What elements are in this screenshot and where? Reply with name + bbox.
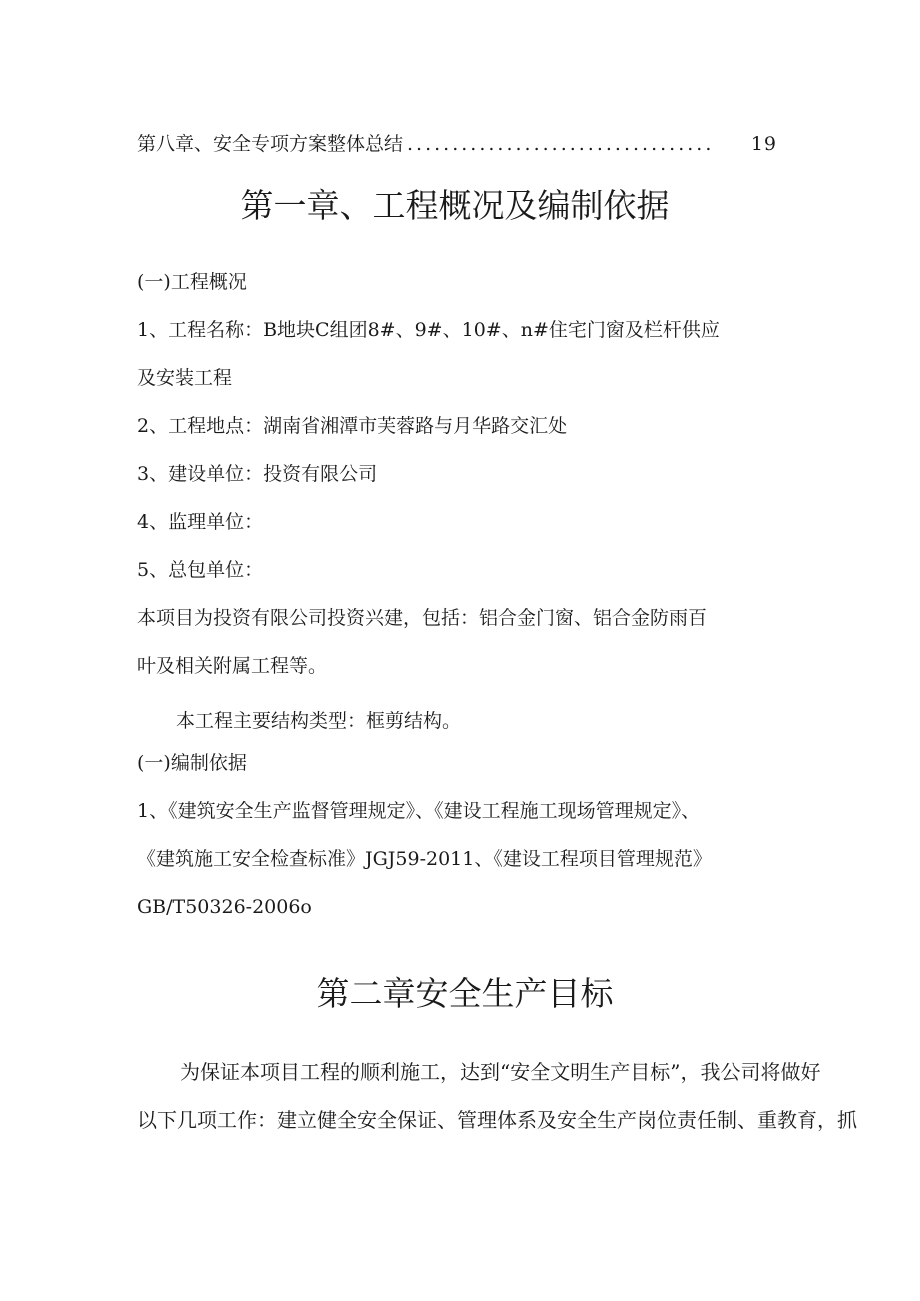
section-heading-overview: (一)工程概况 — [137, 271, 247, 293]
project-location: 2、工程地点：湖南省湘潭市芙蓉路与月华路交汇处 — [137, 415, 568, 437]
toc-page-number: 19 — [750, 133, 777, 155]
toc-entry-label: 第八章、安全专项方案整体总结 — [137, 133, 404, 155]
general-contractor: 5、总包单位： — [137, 559, 264, 581]
toc-entry — [137, 132, 777, 156]
construction-unit: 3、建设单位：投资有限公司 — [137, 463, 378, 485]
section-heading-basis: (一)编制依据 — [137, 752, 247, 774]
project-description-line2: 叶及相关附属工程等。 — [137, 655, 328, 677]
project-description-line1: 本项目为投资有限公司投资兴建，包括：铝合金门窗、铝合金防雨百 — [137, 607, 708, 629]
project-name-line2: 及安装工程 — [137, 367, 233, 389]
goal-paragraph-line2: 以下几项工作：建立健全安全保证、管理体系及安全生产岗位责任制、重教育，抓 — [137, 1108, 857, 1132]
chapter2-title: 第二章安全生产目标 — [316, 974, 614, 1013]
chapter1-title: 第一章、工程概况及编制依据 — [240, 186, 670, 225]
structure-type: 本工程主要结构类型：框剪结构。 — [176, 710, 462, 732]
basis-line1: 1、《建筑安全生产监督管理规定》、《建设工程施工现场管理规定》、 — [137, 800, 701, 822]
supervision-unit: 4、监理单位： — [137, 511, 264, 533]
basis-line3: GB/T50326-2006o — [137, 896, 312, 918]
project-name-line1: 1、工程名称：B地块C组团8#、9#、10#、n#住宅门窗及栏杆供应 — [137, 319, 720, 341]
toc-leader-dots: .................................. — [407, 133, 715, 155]
goal-paragraph-line1: 为保证本项目工程的顺利施工，达到“安全文明生产目标”，我公司将做好 — [180, 1060, 821, 1084]
basis-line2: 《建筑施工安全检查标准》JGJ59-2011、《建设工程项目管理规范》 — [137, 848, 712, 870]
